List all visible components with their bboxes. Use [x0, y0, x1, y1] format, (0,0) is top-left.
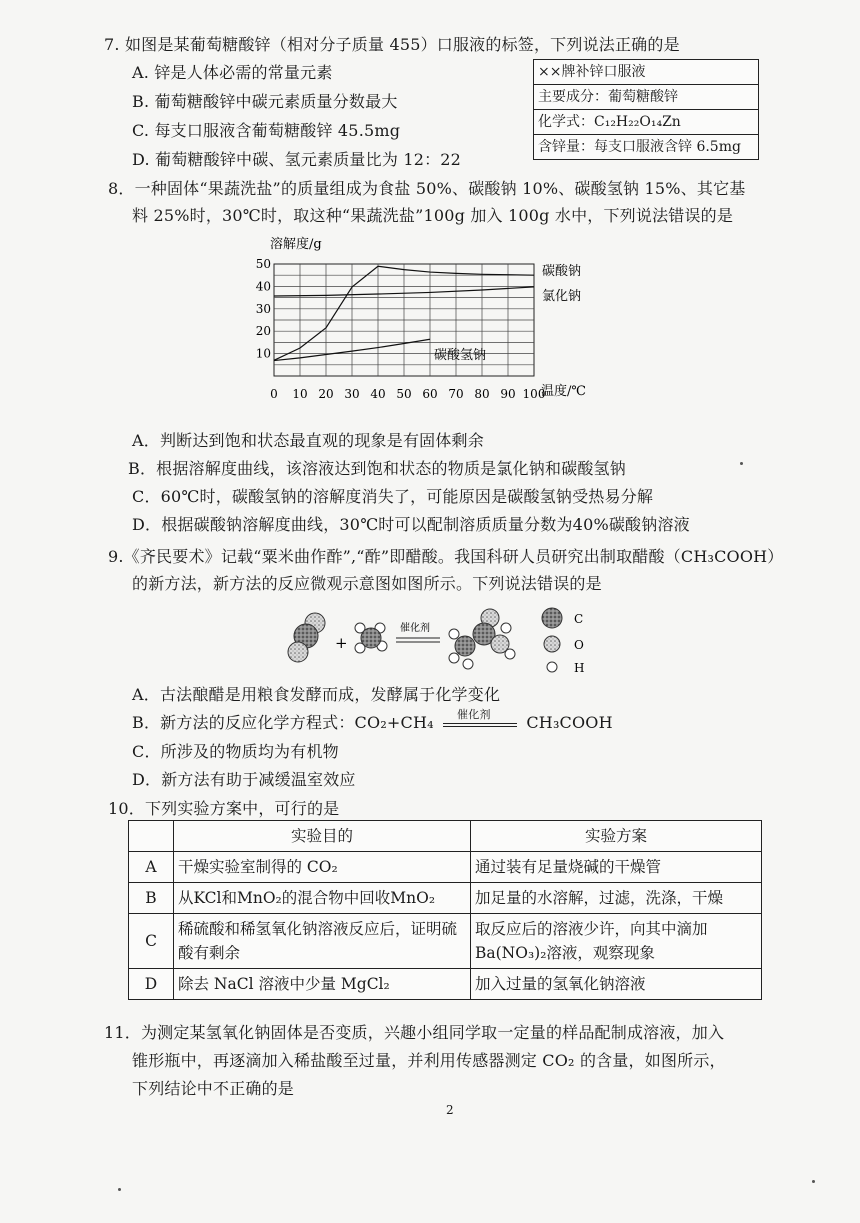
- y-tick-label: 20: [255, 324, 271, 339]
- catalyst-arrow-label: 催化剂: [457, 708, 491, 721]
- q11-line3: 下列结论中不正确的是: [132, 1079, 295, 1098]
- q7-option-c: C. 每支口服液含葡萄糖酸锌 45.5mg: [132, 121, 401, 140]
- legend-h: H: [574, 661, 585, 675]
- q9-stem-line1: 9.《齐民要术》记载“粟米曲作酢”,“酢”即醋酸。我国科研人员研究出制取醋酸（CH₃COOH）: [108, 547, 784, 566]
- table-row: [129, 969, 762, 1000]
- legend-c: C: [574, 612, 584, 626]
- x-tick-label: 20: [318, 387, 334, 401]
- x-tick-label: 30: [344, 387, 360, 401]
- atom-legend: [538, 604, 598, 676]
- table-row: [129, 852, 762, 883]
- q8-stem-line2: 料 25%时，30℃时，取这种“果蔬洗盐”100g 加入 100g 水中，下列说法错误的是: [132, 206, 734, 225]
- x-tick-label: 50: [396, 387, 412, 401]
- q9-option-d: D．新方法有助于减缓温室效应: [132, 770, 356, 789]
- row-id: A: [129, 852, 174, 883]
- row-plan: 加足量的水溶解，过滤，洗涤，干燥: [471, 883, 762, 914]
- header-cell-plan: 实验方案: [471, 821, 762, 852]
- reaction-diagram: [282, 600, 522, 672]
- row-goal: 除去 NaCl 溶液中少量 MgCl₂: [174, 969, 471, 1000]
- q9-option-c: C．所涉及的物质均为有机物: [132, 742, 339, 761]
- q8-option-b: B．根据溶解度曲线，该溶液达到饱和状态的物质是氯化钠和碳酸氢钠: [128, 459, 626, 478]
- q9-option-b-suffix: CH₃COOH: [526, 713, 613, 732]
- experiment-plan-table: [128, 820, 762, 1000]
- acetic-acid-molecule: [449, 609, 515, 669]
- q7-option-b: B. 葡萄糖酸锌中碳元素质量分数最大: [132, 92, 398, 111]
- table-row: [129, 883, 762, 914]
- x-tick-label: 0: [270, 387, 278, 401]
- product-label-box: [533, 59, 759, 160]
- q9-stem-line2: 的新方法，新方法的反应微观示意图如图所示。下列说法错误的是: [132, 574, 602, 593]
- table-header-row: [129, 821, 762, 852]
- header-cell: [129, 821, 174, 852]
- y-tick-label: 40: [255, 279, 271, 294]
- q9-option-b-prefix: B．新方法的反应化学方程式：CO₂+CH₄: [132, 713, 434, 732]
- y-axis-label: 溶解度/g: [270, 237, 322, 252]
- x-tick-label: 80: [474, 387, 490, 401]
- q9-option-a: A．古法酿醋是用粮食发酵而成，发酵属于化学变化: [132, 685, 501, 704]
- row-id: D: [129, 969, 174, 1000]
- q7-option-d: D. 葡萄糖酸锌中碳、氢元素质量比为 12：22: [132, 150, 462, 169]
- label-line-4: 含锌量：每支口服液含锌 6.5mg: [538, 139, 741, 155]
- q8-option-a: A．判断达到饱和状态最直观的现象是有固体剩余: [132, 431, 484, 450]
- ch4-molecule: [355, 623, 387, 653]
- q8-option-c: C．60℃时，碳酸氢钠的溶解度消失了，可能原因是碳酸氢钠受热易分解: [132, 487, 654, 506]
- y-tick-label: 10: [255, 346, 271, 361]
- solubility-chart: [250, 232, 610, 424]
- q7-option-a: A. 锌是人体必需的常量元素: [132, 63, 333, 82]
- row-goal: 从KCl和MnO₂的混合物中回收MnO₂: [174, 883, 471, 914]
- q11-line2: 锥形瓶中，再逐滴加入稀盐酸至过量，并利用传感器测定 CO₂ 的含量，如图所示，: [132, 1051, 726, 1070]
- q8-option-d: D．根据碳酸钠溶解度曲线，30℃时可以配制溶质质量分数为40%碳酸钠溶液: [132, 515, 690, 534]
- label-line-3: 化学式：C₁₂H₂₂O₁₄Zn: [534, 110, 758, 135]
- legend-o: O: [574, 638, 584, 652]
- row-id: B: [129, 883, 174, 914]
- x-tick-label: 60: [422, 387, 438, 401]
- q7-stem: 7. 如图是某葡萄糖酸锌（相对分子质量 455）口服液的标签，下列说法正确的是: [104, 35, 680, 54]
- catalyst-arrow: [439, 708, 521, 734]
- x-tick-label: 10: [292, 387, 308, 401]
- plus-sign: +: [335, 634, 348, 652]
- catalyst-label: 催化剂: [400, 623, 430, 634]
- x-tick-label: 100: [522, 387, 546, 401]
- page-number: 2: [446, 1103, 454, 1117]
- series-label-sodium-chloride: 氯化钠: [542, 289, 582, 304]
- co2-molecule: [288, 613, 325, 662]
- row-goal: 干燥实验室制得的 CO₂: [174, 852, 471, 883]
- y-tick-label: 50: [255, 257, 271, 271]
- chart-grid: [274, 264, 534, 376]
- label-line-2: 主要成分：葡萄糖酸锌: [534, 85, 758, 110]
- x-tick-label: 40: [370, 387, 386, 401]
- table-row: [129, 914, 762, 969]
- row-plan: 取反应后的溶液少许，向其中滴加Ba(NO₃)₂溶液，观察现象: [471, 914, 762, 969]
- q8-stem-line1: 8．一种固体“果蔬洗盐”的质量组成为食盐 50%、碳酸钠 10%、碳酸氢钠 15%、其它基: [108, 179, 746, 198]
- row-id: C: [129, 914, 174, 969]
- chart-ticks: [256, 257, 546, 401]
- series-label-sodium-bicarbonate: 碳酸氢钠: [434, 348, 487, 363]
- x-tick-label: 70: [448, 387, 464, 401]
- x-tick-label: 90: [500, 387, 516, 401]
- q11-line1: 11．为测定某氢氧化钠固体是否变质，兴趣小组同学取一定量的样品配制成溶液，加入: [104, 1023, 725, 1042]
- header-cell-goal: 实验目的: [174, 821, 471, 852]
- series-label-sodium-carbonate: 碳酸钠: [542, 264, 582, 279]
- label-line-1: ××牌补锌口服液: [534, 60, 758, 85]
- row-plan: 加入过量的氢氧化钠溶液: [471, 969, 762, 1000]
- q9-option-b: [132, 708, 613, 734]
- row-goal: 稀硫酸和稀氢氧化钠溶液反应后，证明硫酸有剩余: [174, 914, 471, 969]
- row-plan: 通过装有足量烧碱的干燥管: [471, 852, 762, 883]
- x-axis-label: 温度/℃: [541, 384, 586, 399]
- y-tick-label: 30: [255, 301, 271, 316]
- q10-stem: 10．下列实验方案中，可行的是: [108, 799, 340, 818]
